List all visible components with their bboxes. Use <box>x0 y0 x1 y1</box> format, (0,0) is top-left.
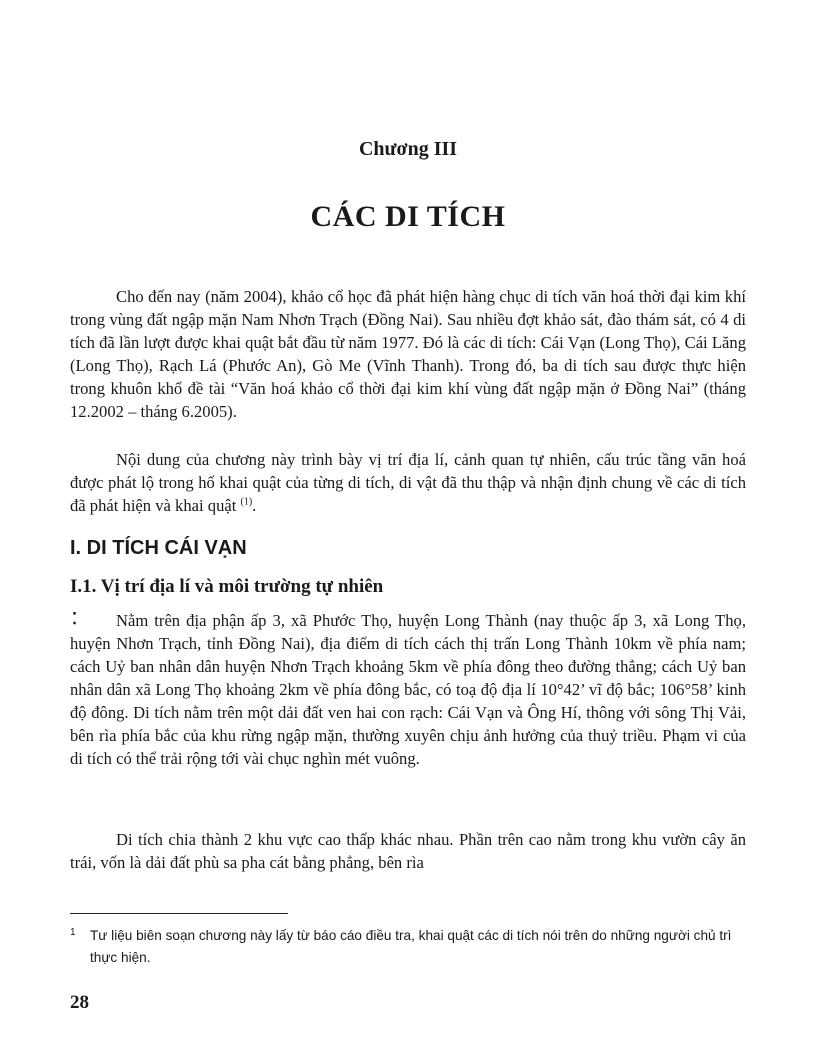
intro-paragraph-2 <box>70 448 746 517</box>
chapter-label: Chương III <box>358 138 458 160</box>
footnote-mark: 1 <box>70 927 76 938</box>
subsection-heading: I.1. Vị trí địa lí và môi trường tự nhiên <box>70 576 384 597</box>
chapter-title: CÁC DI TÍCH <box>310 200 506 233</box>
page-number: 28 <box>70 992 89 1013</box>
intro-paragraph-2-end: . <box>252 496 257 515</box>
footnote-divider <box>70 913 288 914</box>
footnote-text: Tư liệu biên soạn chương này lấy từ báo cáo điều tra, khai quật các di tích nói trên do những người chủ trì thực hiện. <box>90 928 732 965</box>
footnote-reference: (1) <box>240 496 253 508</box>
footnote <box>70 925 750 969</box>
intro-paragraph-2-text: Nội dung của chương này trình bày vị trí địa lí, cảnh quan tự nhiên, cấu trúc tầng văn hoá được phát lộ trong hố khai quật của từng di tích, di vật đã thu thập và nhận định chung về các di tích đã phát hiện và khai quật <box>70 450 746 515</box>
intro-paragraph-1: Cho đến nay (năm 2004), khảo cổ học đã phát hiện hàng chục di tích văn hoá thời đại kim khí trong vùng đất ngập mặn Nam Nhơn Trạch (Đồng Nai). Sau nhiều đợt khảo sát, đào thám sát, có 4 di tích đã lần lượt được khai quật bắt đầu từ năm 1977. Đó là các di tích: Cái Vạn (Long Thọ), Cái Lăng (Long Thọ), Rạch Lá (Phước An), Gò Me (Vĩnh Thanh). Trong đó, ba di tích sau được thực hiện trong khuôn khổ đề tài “Văn hoá khảo cổ thời đại kim khí vùng đất ngập mặn ở Đồng Nai” (tháng 12.2002 – tháng 6.2005). <box>70 287 746 421</box>
section-paragraph-2: Di tích chia thành 2 khu vực cao thấp khác nhau. Phần trên cao nằm trong khu vườn cây ăn trái, vốn là dải đất phù sa pha cát bằng phẳng, bên rìa <box>70 830 746 872</box>
section-heading: I. DI TÍCH CÁI VẠN <box>70 537 247 559</box>
scan-mark: ⁚ <box>72 611 78 628</box>
section-paragraph-1: Nằm trên địa phận ấp 3, xã Phước Thọ, huyện Long Thành (nay thuộc ấp 3, xã Long Thọ, huyện Nhơn Trạch, tỉnh Đồng Nai), địa điểm di tích cách thị trấn Long Thành 10km về phía nam; cách Uỷ ban nhân dân huyện Nhơn Trạch khoảng 5km về phía đông theo đường thẳng; cách Uỷ ban nhân dân xã Long Thọ khoảng 2km về phía đông bắc, có toạ độ địa lí 10°42’ vĩ độ bắc; 106°58’ kinh độ đông. Di tích nằm trên một dải đất ven hai con rạch: Cái Vạn và Ông Hí, thông với sông Thị Vải, bên rìa phía bắc của khu rừng ngập mặn, thường xuyên chịu ảnh hưởng của thuỷ triều. Phạm vi của di tích có thể trải rộng tới vài chục nghìn mét vuông. <box>70 611 746 768</box>
